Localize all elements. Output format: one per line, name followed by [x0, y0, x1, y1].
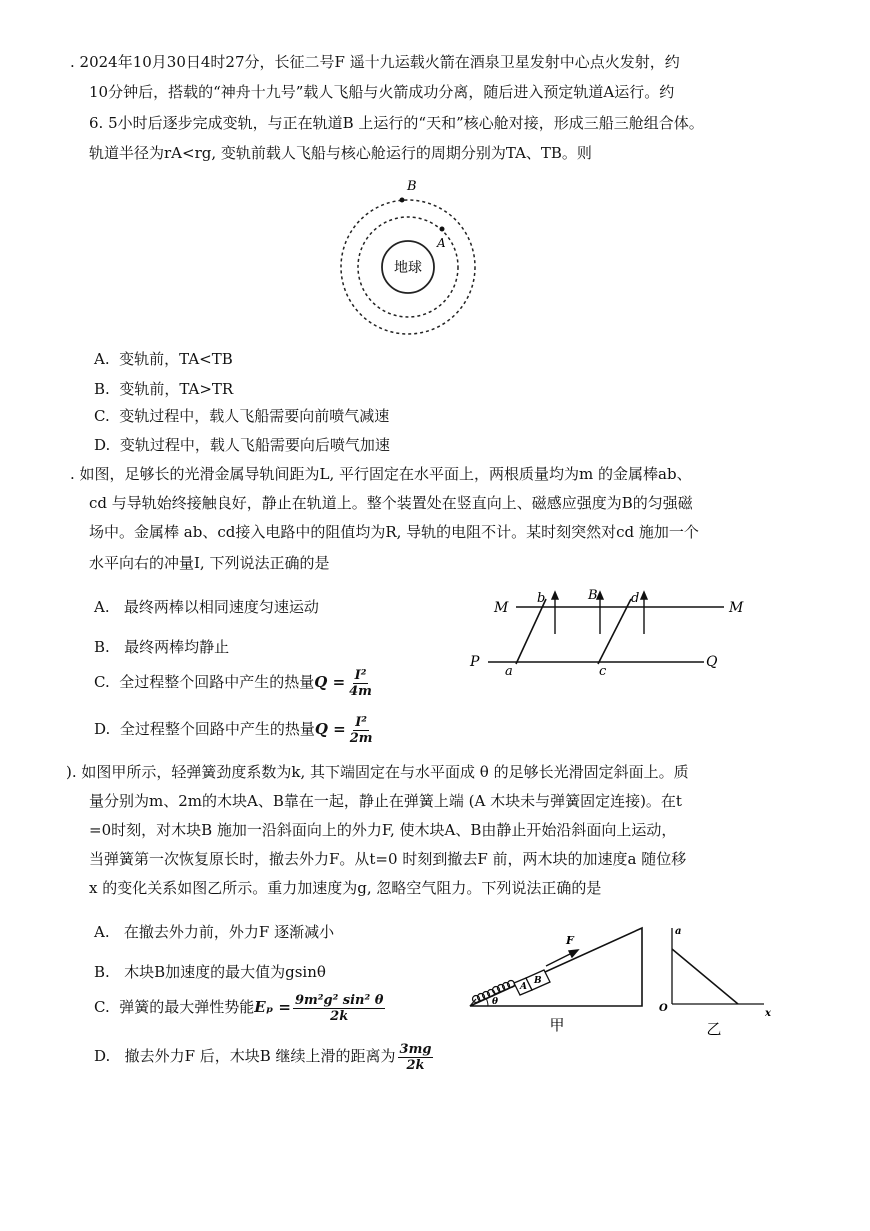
orbit-b-label: B [407, 179, 417, 194]
fraction-denominator: 4m [349, 683, 372, 699]
option-text: 变轨过程中，载人飞船需要向前喷气减速 [119, 407, 390, 425]
option-letter: C. [94, 998, 110, 1016]
rod-ab [516, 599, 546, 664]
q1-line-1: . 2024年10月30日4时27分，长征二号F 遥十九运载火箭在酒泉卫星发射中心点火发射，约 [70, 53, 680, 71]
origin-label: O [659, 1003, 668, 1014]
block-a-label: A [520, 982, 527, 992]
formula-lhs: Eₚ = [254, 998, 291, 1016]
option-text: 变轨前，TA>TR [119, 380, 234, 398]
option-letter: A. [94, 350, 110, 368]
fig2-caption: 乙 [706, 1020, 722, 1038]
option-letter: B. [94, 963, 110, 981]
rod-label-d: d [631, 591, 640, 606]
q2-line-1: . 如图，足够长的光滑金属导轨间距为L, 平行固定在水平面上，两根质量均为m 的金属棒ab、 [70, 465, 692, 483]
force-label: F [566, 934, 574, 947]
rod-cd [598, 599, 631, 664]
option-text: 最终两棒以相同速度匀速运动 [123, 598, 319, 616]
option-text: 变轨前，TA<TB [119, 350, 233, 368]
q2-line-3: 场中。金属棒 ab、cd接入电路中的阻值均为R, 导轨的电阻不计。某时刻突然对cd 施加一个 [89, 523, 699, 541]
orbit-diagram [340, 172, 480, 342]
spacecraft-a-dot [440, 227, 445, 232]
rail-label-q: Q [706, 654, 718, 670]
formula-lhs: Q = [314, 673, 346, 691]
fraction [347, 668, 374, 699]
q3-option-b[interactable] [94, 962, 326, 982]
fraction-denominator: 2k [330, 1008, 349, 1024]
q2-option-c[interactable] [94, 662, 374, 702]
q3-line-4: 当弹簧第一次恢复原长时，撤去外力F。从t=0 时刻到撤去F 前，两木块的加速度a 随位移 [89, 850, 687, 868]
option-text: 木块B加速度的最大值为gsinθ [124, 963, 326, 981]
rail-label-p: P [470, 654, 480, 670]
option-letter: C. [94, 673, 110, 691]
x-axis-label: x [765, 1008, 771, 1019]
incline-diagram [462, 922, 652, 1037]
fraction-numerator: 9m²g² sin² θ [294, 992, 384, 1008]
fraction-denominator: 2m [349, 730, 373, 746]
fraction-numerator: I² [355, 714, 367, 730]
rail-label-m-left: M [494, 600, 509, 616]
spacecraft-b-dot [400, 198, 405, 203]
field-label: B [588, 588, 598, 603]
rod-label-c: c [599, 664, 607, 679]
orbit-a-label: A [437, 236, 446, 250]
option-text: 最终两棒均静止 [124, 638, 230, 656]
option-letter: D. [94, 436, 111, 454]
option-letter: C. [94, 407, 110, 425]
q3-line-1: ). 如图甲所示，轻弹簧劲度系数为k, 其下端固定在与水平面成 θ 的足够长光滑固定斜面上。质 [66, 763, 689, 781]
option-text: 撤去外力F 后，木块B 继续上滑的距离为 [124, 1047, 396, 1065]
q1-option-a[interactable] [94, 349, 233, 369]
option-letter: A. [94, 923, 110, 941]
rail-label-m-right: M [729, 600, 744, 616]
option-letter: B. [94, 638, 110, 656]
q2-option-d[interactable] [94, 709, 375, 749]
q2-line-2: cd 与导轨始终接触良好，静止在轨道上。整个装置处在竖直向上、磁感应强度为B的匀强磁 [89, 494, 693, 512]
rails-diagram [466, 584, 766, 684]
q1-line-2: 10分钟后，搭载的“神舟十九号”载人飞船与火箭成功分离，随后进入预定轨道A运行。约 [89, 83, 675, 101]
fraction-numerator: 3mg [399, 1041, 432, 1057]
q3-option-c[interactable] [94, 987, 385, 1027]
fig1-caption: 甲 [549, 1016, 565, 1034]
q3-line-2: 量分别为m、2m的木块A、B靠在一起，静止在弹簧上端 (A 木块未与弹簧固定连接)。在t [89, 792, 682, 810]
q1-option-b[interactable] [94, 379, 233, 399]
q1-option-d[interactable] [94, 435, 390, 455]
option-letter: B. [94, 380, 110, 398]
earth-label: 地球 [394, 260, 422, 276]
option-letter: A. [94, 598, 110, 616]
graph-line [672, 949, 738, 1004]
acceleration-graph [658, 922, 778, 1037]
q1-line-3: 6. 5小时后逐步完成变轨，与正在轨道B 上运行的“天和”核心舱对接，形成三船三舱组合体。 [89, 114, 704, 132]
option-text: 变轨过程中，载人飞船需要向后喷气加速 [119, 436, 390, 454]
fraction [348, 715, 375, 746]
option-text: 弹簧的最大弹性势能 [119, 998, 255, 1016]
fraction-numerator: I² [354, 667, 367, 683]
incline-surface [470, 928, 642, 1006]
q2-option-b[interactable] [94, 637, 229, 657]
rod-label-b: b [537, 591, 546, 606]
q1-line-4: 轨道半径为rA<rg, 变轨前载人飞船与核心舱运行的周期分别为TA、TB。则 [89, 144, 592, 162]
q2-line-4: 水平向右的冲量I, 下列说法正确的是 [89, 554, 330, 572]
theta-label: θ [492, 997, 499, 1007]
q2-option-a[interactable] [94, 597, 319, 617]
fraction-denominator: 2k [406, 1057, 425, 1073]
fraction [398, 1042, 434, 1073]
a-axis-label: a [675, 926, 682, 937]
formula-lhs: Q = [314, 720, 346, 738]
option-text: 全过程整个回路中产生的热量 [119, 673, 315, 691]
option-text: 全过程整个回路中产生的热量 [119, 720, 315, 738]
option-text: 在撤去外力前，外力F 逐渐减小 [123, 923, 335, 941]
q1-option-c[interactable] [94, 406, 389, 426]
option-letter: D. [94, 720, 111, 738]
q3-line-3: =0时刻，对木块B 施加一沿斜面向上的外力F, 使木块A、B由静止开始沿斜面向上运动， [89, 821, 677, 839]
block-b-label: B [534, 976, 542, 986]
option-letter: D. [94, 1047, 111, 1065]
rod-label-a: a [505, 664, 513, 679]
q3-line-5: x 的变化关系如图乙所示。重力加速度为g, 忽略空气阻力。下列说法正确的是 [89, 879, 602, 897]
q3-option-d[interactable] [94, 1036, 433, 1076]
q3-option-a[interactable] [94, 922, 334, 942]
fraction [293, 993, 385, 1024]
